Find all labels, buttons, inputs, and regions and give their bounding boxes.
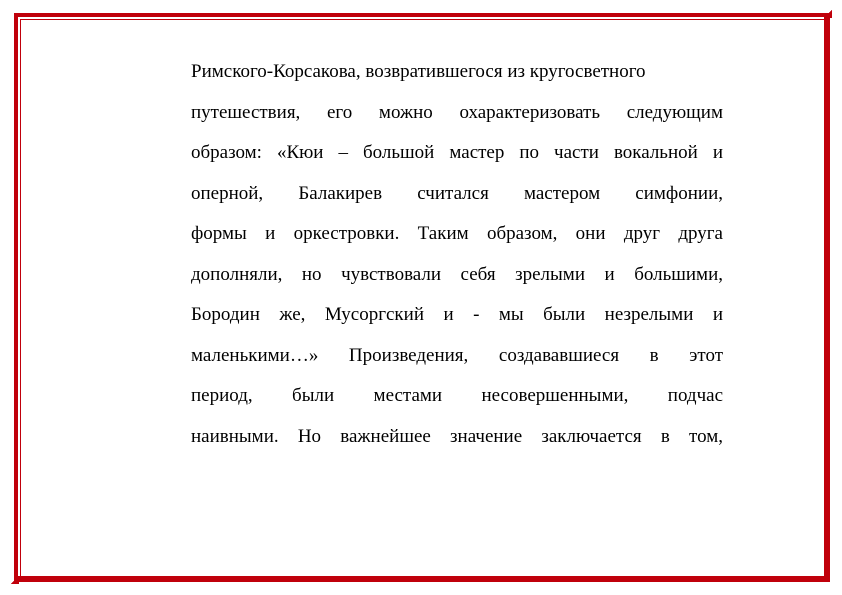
text-line: образом: «Кюи – большой мастер по части вокальной и [191,142,723,163]
text-line: наивными. Но важнейшее значение заключается в том, [191,425,723,447]
body-text [191,52,723,457]
frame-corner-top-right [824,10,832,18]
text-line: маленькими…» Произведения, создававшиеся в этот [191,344,723,366]
text-line: оперной, Балакирев считался мастером симфонии, [191,182,723,204]
text-line: Римского-Корсакова, возвратившегося из кругосветного [191,61,646,82]
text-line: дополняли, но чувствовали себя зрелыми и большими, [191,263,723,285]
frame-corner-bottom-left [11,576,19,584]
text-line: период, были местами несовершенными, подчас [191,385,723,406]
text-line: путешествия, его можно охарактеризовать следующим [191,101,723,123]
text-line: формы и оркестровки. Таким образом, они друг друга [191,223,723,244]
text-line: Бородин же, Мусоргский и - мы были незрелыми и [191,304,723,325]
